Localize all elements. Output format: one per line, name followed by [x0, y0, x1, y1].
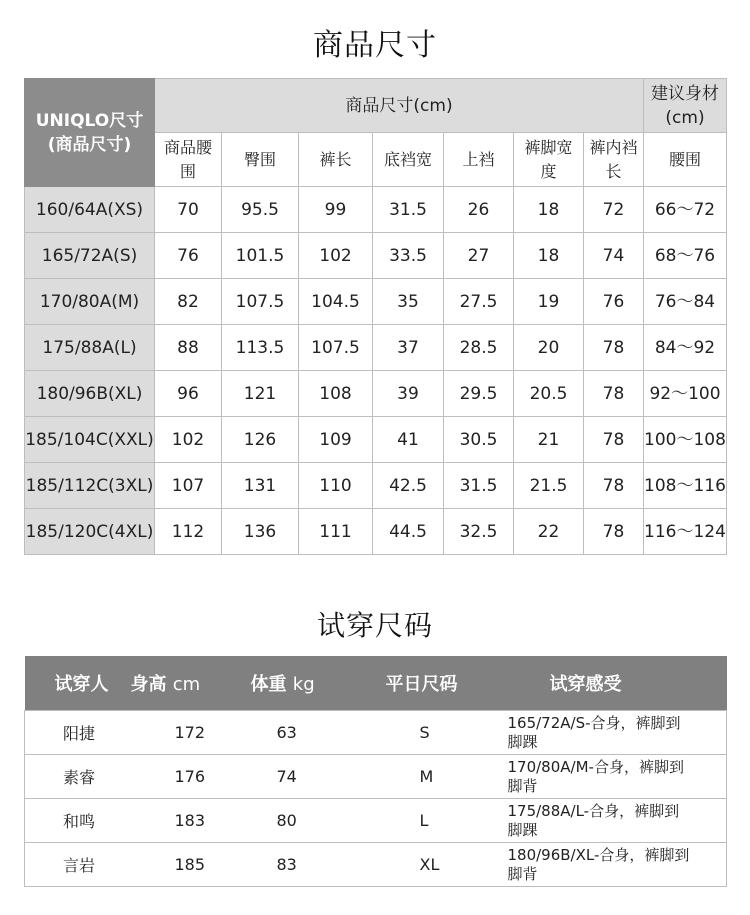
size-value-cell: 72: [584, 187, 644, 233]
tryon-feeling-cell: 170/80A/M-合身，裤脚到 脚背: [504, 755, 727, 799]
size-corner-header: UNIQLO尺寸 (商品尺寸): [25, 79, 155, 187]
size-value-cell: 68～76: [644, 233, 727, 279]
size-value-cell: 18: [514, 187, 584, 233]
tryon-weight-cell: 80: [243, 799, 348, 843]
header-person: 试穿人: [25, 656, 131, 711]
tryon-weight-cell: 83: [243, 843, 348, 887]
size-value-cell: 111: [299, 509, 373, 555]
size-label-cell: 175/88A(L): [25, 325, 155, 371]
size-value-cell: 78: [584, 371, 644, 417]
size-value-cell: 35: [373, 279, 444, 325]
product-size-group-header: 商品尺寸(cm): [155, 79, 644, 133]
size-value-cell: 20.5: [514, 371, 584, 417]
size-column-header: 裤脚宽 度: [514, 133, 584, 187]
size-value-cell: 30.5: [444, 417, 514, 463]
size-value-cell: 39: [373, 371, 444, 417]
size-value-cell: 18: [514, 233, 584, 279]
size-column-header: 腰围: [644, 133, 727, 187]
size-value-cell: 41: [373, 417, 444, 463]
size-row: [25, 371, 727, 417]
size-label-cell: 185/112C(3XL): [25, 463, 155, 509]
size-row: [25, 463, 727, 509]
tryon-feeling-cell: 180/96B/XL-合身，裤脚到 脚背: [504, 843, 727, 887]
size-value-cell: 113.5: [222, 325, 299, 371]
tryon-height-cell: 172: [131, 711, 243, 755]
size-value-cell: 107.5: [222, 279, 299, 325]
size-row: [25, 233, 727, 279]
size-value-cell: 121: [222, 371, 299, 417]
tryon-section-title: 试穿尺码: [316, 609, 433, 642]
header-weight: [243, 656, 348, 711]
size-value-cell: 104.5: [299, 279, 373, 325]
tryon-row: [25, 755, 727, 799]
tryon-row: [25, 711, 727, 755]
size-value-cell: 88: [155, 325, 222, 371]
size-value-cell: 37: [373, 325, 444, 371]
size-value-cell: 32.5: [444, 509, 514, 555]
tryon-height-cell: 183: [131, 799, 243, 843]
tryon-person-cell: 阳捷: [25, 711, 131, 755]
size-value-cell: 22: [514, 509, 584, 555]
header-usual-size: 平日尺码: [348, 656, 504, 711]
size-label-cell: 185/104C(XXL): [25, 417, 155, 463]
size-value-cell: 136: [222, 509, 299, 555]
size-value-cell: 95.5: [222, 187, 299, 233]
tryon-height-cell: 176: [131, 755, 243, 799]
size-value-cell: 70: [155, 187, 222, 233]
size-label-cell: 180/96B(XL): [25, 371, 155, 417]
size-value-cell: 101.5: [222, 233, 299, 279]
size-value-cell: 110: [299, 463, 373, 509]
size-column-header: 上裆: [444, 133, 514, 187]
size-value-cell: 78: [584, 417, 644, 463]
size-table: [24, 78, 727, 555]
size-value-cell: 131: [222, 463, 299, 509]
tryon-weight-cell: 63: [243, 711, 348, 755]
size-value-cell: 112: [155, 509, 222, 555]
size-row: [25, 325, 727, 371]
size-value-cell: 82: [155, 279, 222, 325]
size-label-cell: 170/80A(M): [25, 279, 155, 325]
tryon-row: [25, 843, 727, 887]
size-value-cell: 33.5: [373, 233, 444, 279]
size-value-cell: 74: [584, 233, 644, 279]
size-value-cell: 29.5: [444, 371, 514, 417]
size-column-header: 底裆宽: [373, 133, 444, 187]
size-label-cell: 160/64A(XS): [25, 187, 155, 233]
size-value-cell: 31.5: [373, 187, 444, 233]
size-value-cell: 100～108: [644, 417, 727, 463]
tryon-feeling-cell: 175/88A/L-合身，裤脚到 脚踝: [504, 799, 727, 843]
header-feeling: 试穿感受: [504, 656, 727, 711]
header-weight-unit: kg: [292, 674, 315, 695]
size-value-cell: 19: [514, 279, 584, 325]
size-value-cell: 78: [584, 463, 644, 509]
tryon-person-cell: 素睿: [25, 755, 131, 799]
size-column-header: 臀围: [222, 133, 299, 187]
size-value-cell: 66～72: [644, 187, 727, 233]
size-value-cell: 76: [584, 279, 644, 325]
size-value-cell: 42.5: [373, 463, 444, 509]
size-value-cell: 102: [155, 417, 222, 463]
size-value-cell: 27.5: [444, 279, 514, 325]
tryon-weight-cell: 74: [243, 755, 348, 799]
size-value-cell: 84～92: [644, 325, 727, 371]
size-value-cell: 44.5: [373, 509, 444, 555]
size-row: [25, 417, 727, 463]
tryon-feeling-cell: 165/72A/S-合身，裤脚到 脚踝: [504, 711, 727, 755]
size-row: [25, 279, 727, 325]
header-weight-label: 体重: [250, 674, 287, 695]
tryon-usual-size-cell: M: [348, 755, 504, 799]
header-height-unit: cm: [172, 674, 201, 695]
size-value-cell: 107: [155, 463, 222, 509]
tryon-usual-size-cell: XL: [348, 843, 504, 887]
size-value-cell: 31.5: [444, 463, 514, 509]
tryon-row: [25, 799, 727, 843]
size-value-cell: 21.5: [514, 463, 584, 509]
size-value-cell: 76～84: [644, 279, 727, 325]
tryon-usual-size-cell: S: [348, 711, 504, 755]
size-section-title: 商品尺寸: [313, 28, 437, 63]
body-size-group-header: 建议身材 (cm): [644, 79, 727, 133]
size-value-cell: 21: [514, 417, 584, 463]
size-label-cell: 185/120C(4XL): [25, 509, 155, 555]
size-row: [25, 187, 727, 233]
size-value-cell: 78: [584, 325, 644, 371]
size-value-cell: 20: [514, 325, 584, 371]
size-value-cell: 78: [584, 509, 644, 555]
tryon-height-cell: 185: [131, 843, 243, 887]
size-value-cell: 116～124: [644, 509, 727, 555]
size-column-header: 裤长: [299, 133, 373, 187]
size-column-header: 商品腰 围: [155, 133, 222, 187]
size-value-cell: 76: [155, 233, 222, 279]
size-value-cell: 27: [444, 233, 514, 279]
tryon-usual-size-cell: L: [348, 799, 504, 843]
header-height: [131, 656, 243, 711]
size-value-cell: 107.5: [299, 325, 373, 371]
size-value-cell: 109: [299, 417, 373, 463]
size-value-cell: 28.5: [444, 325, 514, 371]
size-value-cell: 108: [299, 371, 373, 417]
header-height-label: 身高: [130, 674, 167, 695]
size-value-cell: 26: [444, 187, 514, 233]
tryon-table: [24, 656, 727, 887]
size-label-cell: 165/72A(S): [25, 233, 155, 279]
size-value-cell: 108～116: [644, 463, 727, 509]
size-row: [25, 509, 727, 555]
size-value-cell: 99: [299, 187, 373, 233]
size-value-cell: 102: [299, 233, 373, 279]
tryon-person-cell: 言岩: [25, 843, 131, 887]
tryon-person-cell: 和鸣: [25, 799, 131, 843]
size-value-cell: 92～100: [644, 371, 727, 417]
size-column-header: 裤内裆 长: [584, 133, 644, 187]
size-value-cell: 126: [222, 417, 299, 463]
size-value-cell: 96: [155, 371, 222, 417]
